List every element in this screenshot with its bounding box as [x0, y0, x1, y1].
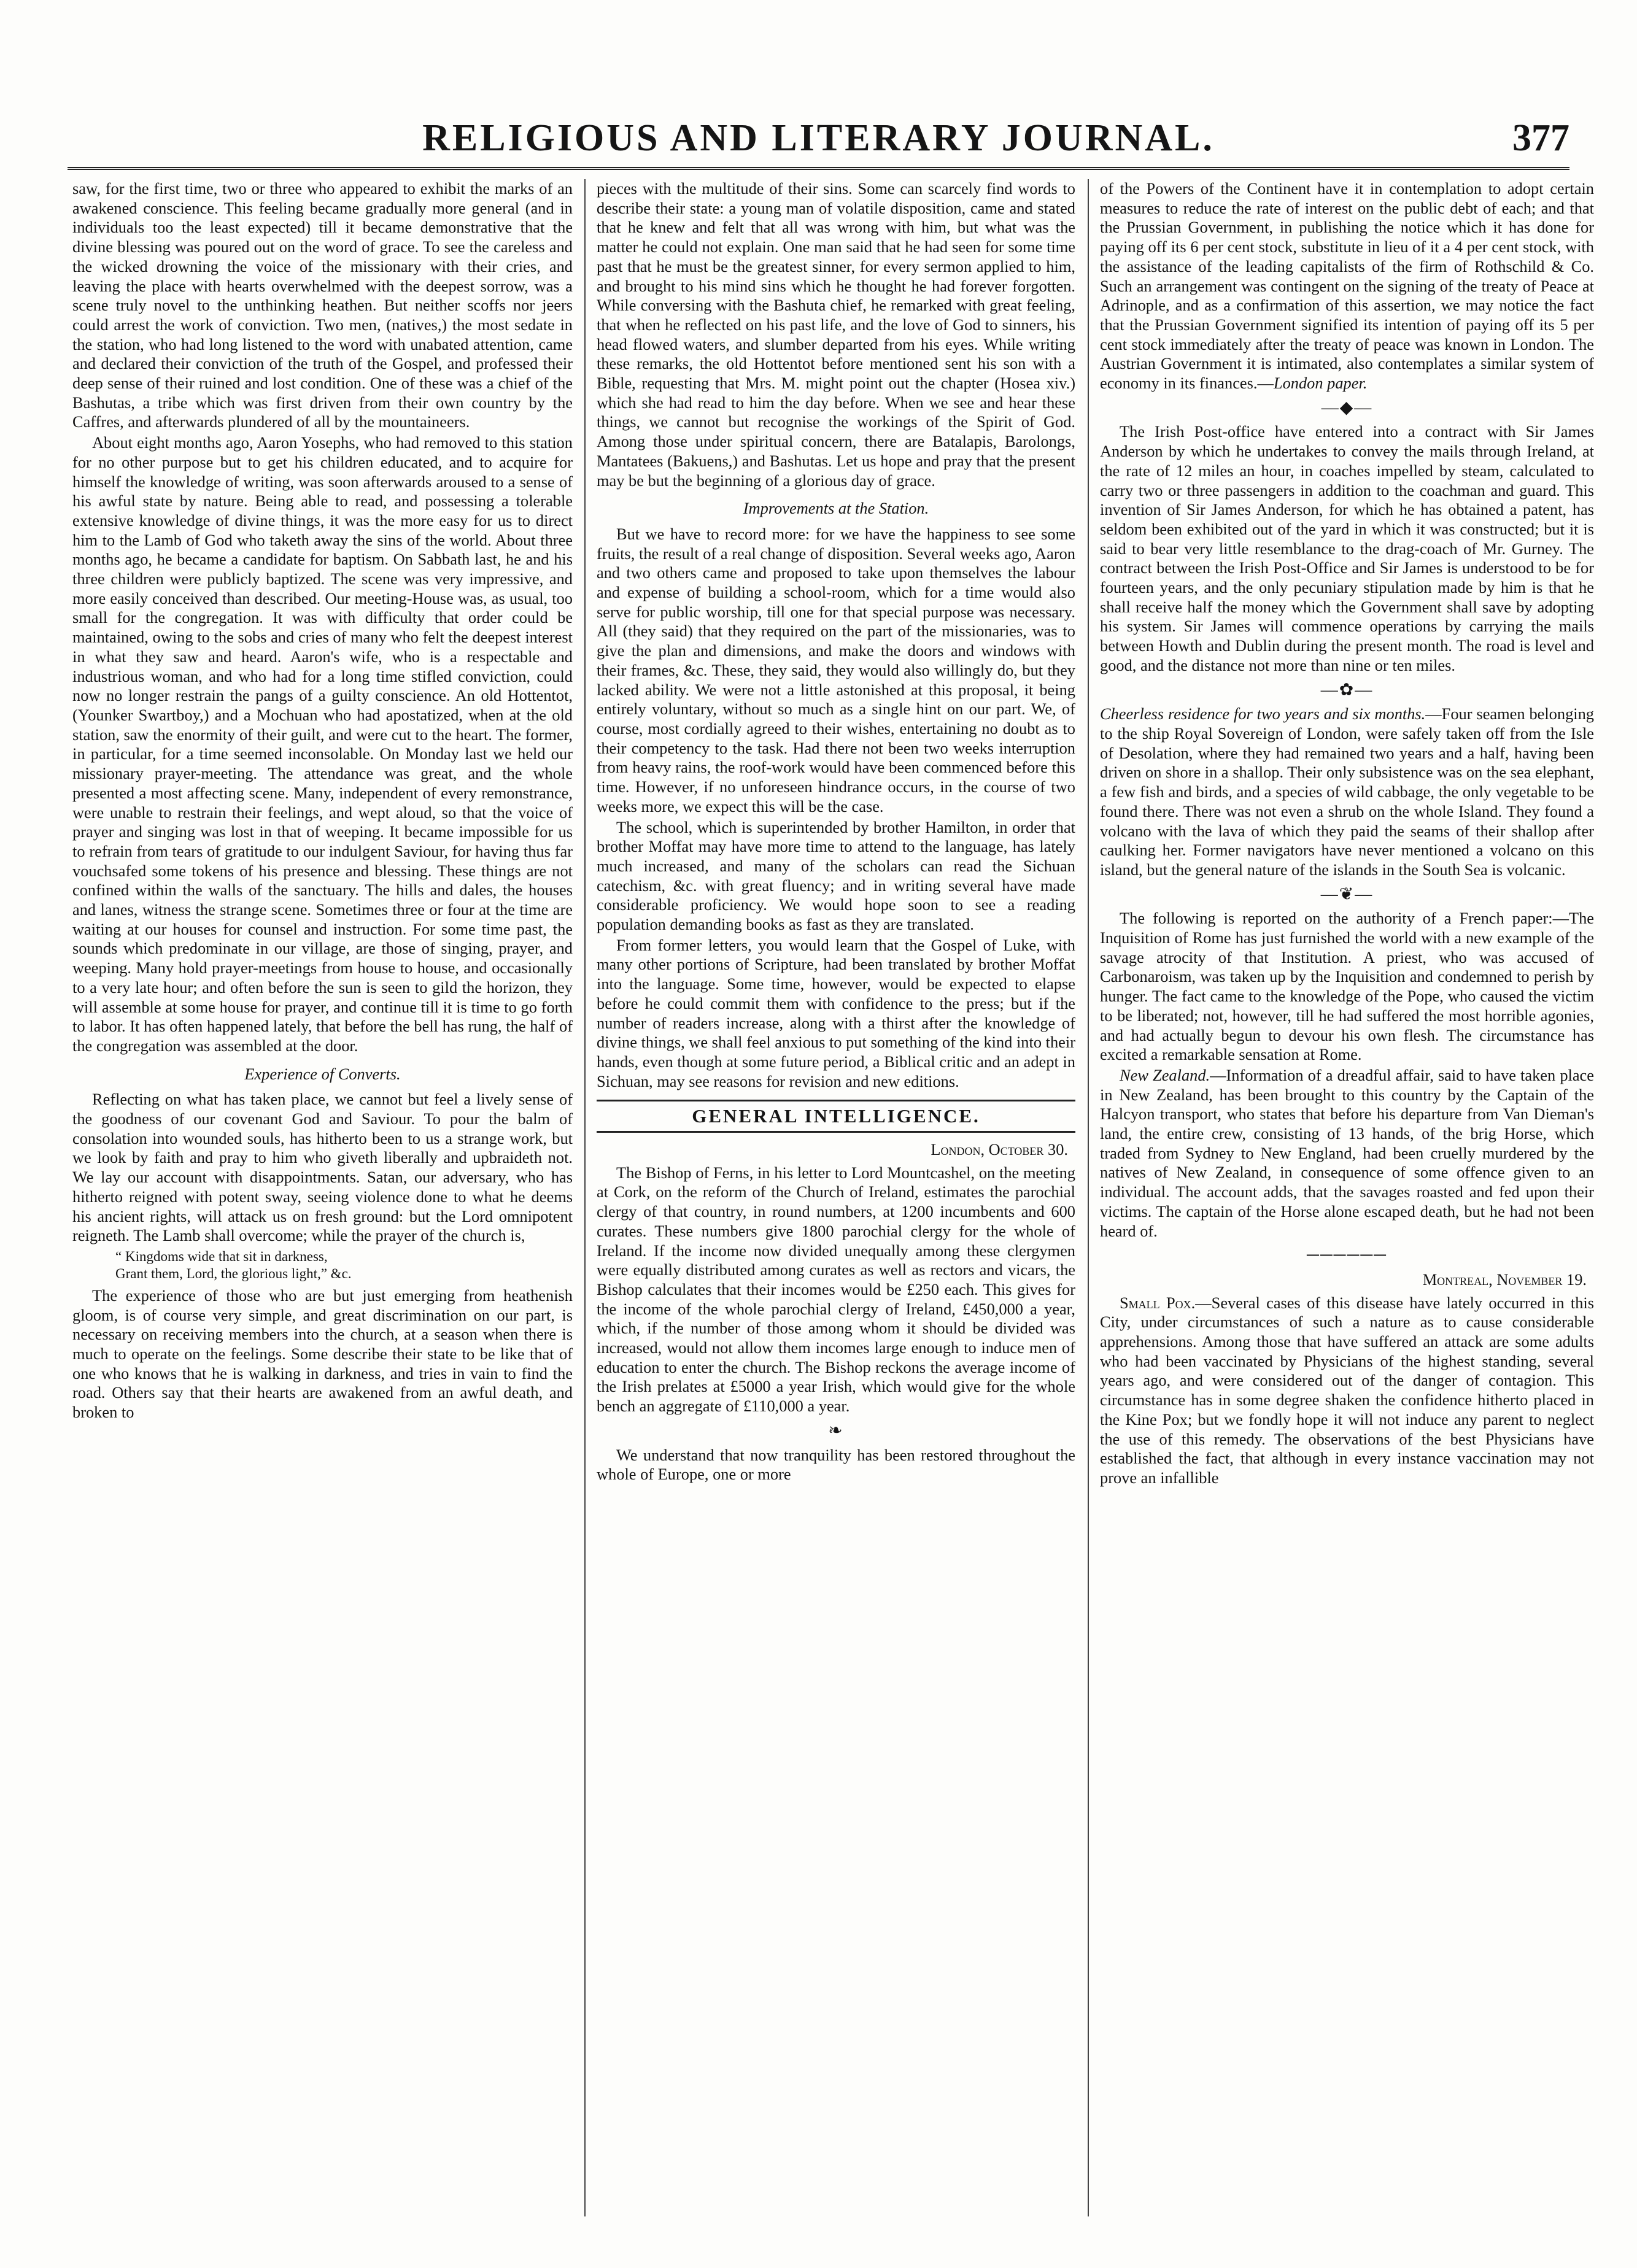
subheading: Improvements at the Station.	[743, 499, 929, 518]
paragraph: The experience of those who are but just emerging from heathenish gloom, is of course very simple, and great discrimination on our part, is necessary on receiving members into the church, at a season when there is much to operate on the feelings. Some describe their state to be like that of one who knows that he is walking in darkness, and tries in vain to find the road. Others say that their hearts are awakened from an awful death, and broken to	[72, 1286, 573, 1422]
section-heading: GENERAL INTELLIGENCE.	[597, 1100, 1075, 1133]
paragraph-text: of the Powers of the Continent have it in contemplation to adopt certain measures to reduce the rate of interest on the public debt of each; and that the Prussian Government, in publishing the notice which it has done for paying off its 6 per cent stock, substitute in lieu of it a 4 per cent stock, with the assistance of the leading capitalists of the firm of Rothschild & Co. Such an arrangement was contingent on the signing of the treaty of Peace at Adrinople, and as a confirmation of this assertion, we may notice the fact that the Prussian Government signified its intention of paying off its 5 per cent stock immediately after the treaty of peace was known in London. The Austrian Government it is intimated, also contemplates a similar system of economy in its finances.	[1100, 179, 1594, 393]
column-right	[1100, 179, 1594, 2216]
ornament-divider: —❦—	[1320, 884, 1374, 904]
ornament-divider: ──────	[1306, 1246, 1388, 1265]
paragraph: The following is reported on the authority of a French paper:—The Inquisition of Rome has just furnished the world with a new example of the savage atrocity of that Institution. A priest, who was accused of Carbonaroism, was taken up by the Inquisition and condemned to perish by hunger. The fact came to the knowledge of the Pope, who caused the victim to be liberated; not, however, till he had suffered the most horrible agonies, and had actually begun to devour his own flesh. The circumstance has excited a remarkable sensation at Rome.	[1100, 909, 1594, 1064]
paragraph: pieces with the multitude of their sins. Some can scarcely find words to describe their state: a young man of volatile disposition, came and stated that he knew and felt that all was wrong with him, but what was the matter he could not explain. One man said that he had seen for some time past that he must be the greatest sinner, for every sermon applied to him, and brought to his mind sins which he thought he had forever forgotten. While conversing with the Bashuta chief, he remarked with great feeling, that when he reflected on his past life, and the love of God to sinners, his head flowed waters, and slumber departed from his eyes. While writing these remarks, the old Hottentot before mentioned sent his son with a Bible, requesting that Mrs. M. might point out the chapter (Hosea xiv.) which she had read to him the day before. When we see and hear these things, we cannot but recognise the workings of the Spirit of God. Among those under spiritual concern, there are Batalapis, Barolongs, Mantatees (Bakuens,) and Bashutas. Let us hope and pray that the present may be but the beginning of a glorious day of grace.	[597, 179, 1075, 490]
ornament-divider: —✿—	[1320, 680, 1374, 700]
dateline: Montreal, November 19.	[1422, 1270, 1587, 1289]
ornament-divider: ❧	[828, 1421, 844, 1440]
running-head	[68, 117, 1569, 166]
article-lead: New Zealand.	[1120, 1065, 1210, 1084]
article-lead: Cheerless residence for two years and six months.	[1100, 704, 1426, 723]
verse-line: Grant them, Lord, the glorious light,” &c.	[115, 1265, 352, 1281]
header-rule	[68, 167, 1569, 174]
paragraph: From former letters, you would learn that the Gospel of Luke, with many other portions of Scripture, had been translated by brother Moffat into the language. Some time, however, would be expected to elapse before he could commit them with confidence to the press; but if the number of readers increase, along with a thirst after the knowledge of divine things, we shall feel anxious to put something of the kind into their hands, even though at some future period, a Biblical critic and an adept in Sichuan, may see reasons for revision and new editions.	[597, 935, 1075, 1090]
source-credit: London paper.	[1273, 374, 1368, 393]
subheading: Experience of Converts.	[244, 1064, 401, 1083]
paragraph: The school, which is superintended by brother Hamilton, in order that brother Moffat may have more time to attend to the language, has lately much increased, and many of the scholars can read the Sichuan catechism, &c. with great fluency; and in writing several have made considerable proficiency. We would hope soon to see a reading population demanding books as fast as they are translated.	[597, 817, 1075, 934]
paragraph: Small Pox.—Several cases of this disease have lately occurred in this City, under circumstances of such a nature as to cause considerable apprehensions. Among those that have suffered an attack are some adults who had been vaccinated by Physicians of the highest standing, several years ago, and were considered out of the danger of contagion. This circumstance has in some degree shaken the confidence hitherto placed in the Kine Pox; but we fondly hope it will not induce any parent to neglect the use of this remedy. The observations of the best Physicians have established the fact, that although in every instance vaccination may not prove an infallible	[1100, 1293, 1594, 1487]
paragraph: The Irish Post-office have entered into a contract with Sir James Anderson by which he undertakes to convey the mails through Ireland, at the rate of 12 miles an hour, in coaches impelled by steam, calculated to carry two or three passengers in addition to the coachman and guard. This invention of Sir James Anderson, for which he has obtained a patent, has seldom been exhibited out of the yard in which it was constructed; but it is said to bear very little resemblance to the drag-coach of Mr. Gurney. The contract between the Irish Post-Office and Sir James is understood to be for fourteen years, and the only pecuniary stipulation made by him is that he shall receive half the money which the Government shall save by adopting his system. Sir James will commence operations by carrying the mails between Howth and Dublin during the present month. The road is level and good, and the distance not more than nine or ten miles.	[1100, 422, 1594, 674]
paragraph: of the Powers of the Continent have it in contemplation to adopt certain measures to reduce the rate of interest on the public debt of each; and that the Prussian Government, in publishing the notice which it has done for paying off its 6 per cent stock, substitute in lieu of it a 4 per cent stock, with the assistance of the leading capitalists of the firm of Rothschild & Co. Such an arrangement was contingent on the signing of the treaty of Peace at Adrinople, and as a confirmation of this assertion, we may notice the fact that the Prussian Government signified its intention of paying off its 5 per cent stock immediately after the treaty of peace was known in London. The Austrian Government it is intimated, also contemplates a similar system of economy in its finances.—London paper.	[1100, 179, 1594, 393]
dateline: London, October 30.	[931, 1140, 1068, 1159]
article-lead: Small Pox.	[1120, 1293, 1196, 1312]
journal-title: RELIGIOUS AND LITERARY JOURNAL.	[422, 117, 1215, 159]
paragraph: The Bishop of Ferns, in his letter to Lord Mountcashel, on the meeting at Cork, on the reform of the Church of Ireland, estimates the parochial clergy of that country, in round numbers, at 1200 incumbents and 600 curates. These numbers give 1800 parochial clergy for the whole of Ireland. If the income now divided unequally among these clergymen were equally distributed among curates as well as rectors and vicars, the Bishop calculates that their incomes would be £250 each. This gives for the income of the whole parochial clergy of Ireland, £450,000 a year, which, if the number of those among whom it should be divided was increased, would not allow them incomes large enough to induce men of education to enter the church. The Bishop reckons the average income of the Irish prelates at £5000 a year Irish, which would give for the whole bench an aggregate of £110,000 a year.	[597, 1163, 1075, 1416]
page-number: 377	[1512, 117, 1569, 159]
column-divider	[584, 179, 586, 2216]
paragraph: saw, for the first time, two or three who appeared to exhibit the marks of an awakened conscience. This feeling became gradually more general (and in individuals too the least expected) till it became demonstrative that the divine blessing was poured out on the word of grace. To see the careless and the wicked drowning the voice of the missionary with their cries, and leaving the place with hearts overwhelmed with the deepest sorrow, was a scene truly novel to the unthinking heathen. But neither scoffs nor jeers could arrest the work of conviction. Two men, (natives,) the most sedate in the station, who had long listened to the word with unabated attention, came and declared their conviction of the truth of the Gospel, and professed their deep sense of their ruined and lost condition. One of these was a chief of the Bashutas, a tribe which was first driven from their own country by the Caffres, and afterwards plundered of all by the mountaineers.	[72, 179, 573, 431]
paragraph: About eight months ago, Aaron Yosephs, who had removed to this station for no other purpose but to get his children educated, and to acquire for himself the knowledge of writing, was soon afterwards aroused to a sense of his awful state by nature. Being able to read, and possessing a tolerable extensive knowledge of divine things, it was the more easy for us to direct him to the Lamb of God who taketh away the sins of the world. About three months ago, he became a candidate for baptism. On Sabbath last, he and his three children were publicly baptized. The scene was very impressive, and more easily conceived than described. Our meeting-House was, as usual, too small for the congregation. It was with difficulty that order could be maintained, owing to the sobs and cries of many who felt the deepest interest in what they saw and heard. Aaron's wife, who is a respectable and industrious woman, and who had for a long time stifled conviction, could now no longer restrain the pangs of a guilty conscience. An old Hottentot, (Younker Swartboy,) and a Mochuan who had apostatized, when at the old station, saw the enormity of their guilt, and were cut to the heart. The former, in particular, for a time seemed inconsolable. On Monday last we held our missionary prayer-meeting. The attendance was great, and the whole presented a most affecting scene. Many, independent of every remonstrance, were unable to restrain their feelings, and wept aloud, so that the voice of prayer and singing was lost in that of weeping. It became impossible for us to refrain from tears of gratitude to our indulgent Saviour, for having thus far vouchsafed some tokens of his presence and blessing. These things are not confined within the walls of the sanctuary. The hills and dales, the houses and lanes, witness the strange scene. Sometimes three or four at the time are waiting at our houses for counsel and instruction. For some time past, the sounds which predominate in our village, are those of singing, prayer, and weeping. Many hold prayer-meetings from house to house, and occasionally to a very late hour; and often before the sun is seen to gild the horizon, they will assemble at some house for prayer, and continue till it is time to go forth to labor. It has often happened lately, that before the bell has rung, the half of the congregation was assembled at the door.	[72, 433, 573, 1055]
verse-quote	[115, 1248, 573, 1282]
column-middle	[597, 179, 1075, 2216]
column-left	[72, 179, 573, 2216]
column-divider	[1088, 179, 1089, 2216]
paragraph: Reflecting on what has taken place, we cannot but feel a lively sense of the goodness of our covenant God and Saviour. To pour the balm of consolation into wounded souls, has hitherto been to us a strange work, but we look by faith and pray to him who giveth liberally and upbraideth not. We lay our account with disappointments. Satan, our adversary, who has hitherto reigned with potent sway, seeing violence done to what he deems his ancient rights, will attack us on fresh ground: but the Lord omnipotent reigneth. The Lamb shall overcome; while the prayer of the church is,	[72, 1090, 573, 1245]
paragraph: New Zealand.—Information of a dreadful affair, said to have taken place in New Zealand, has been brought to this country by the Captain of the Halcyon transport, who states that before his departure from Van Dieman's land, the entire crew, consisting of 13 hands, of the brig Horse, which traded from Sydney to New England, had been cruelly murdered by the natives of New Zealand, in consequence of some offence given to an individual. The account adds, that the savages roasted and fed upon their victims. The captain of the Horse alone escaped death, but he had not been heard of.	[1100, 1065, 1594, 1240]
paragraph-text: Information of a dreadful affair, said to have taken place in New Zealand, has been brought to this country by the Captain of the Halcyon transport, who states that before his departure from Van Dieman's land, the entire crew, consisting of 13 hands, of the brig Horse, which traded from Sydney to New England, had been cruelly murdered by the natives of New Zealand, in consequence of some offence given to an individual. The account adds, that the savages roasted and fed upon their victims. The captain of the Horse alone escaped death, but he had not been heard of.	[1100, 1065, 1594, 1240]
paragraph-text: Several cases of this disease have lately occurred in this City, under circumstances of such a nature as to cause considerable apprehensions. Among those that have suffered an attack are some adults who had been vaccinated by Physicians of the highest standing, several years ago, and were considered out of the danger of contagion. This circumstance has in some degree shaken the confidence hitherto placed in the Kine Pox; but we fondly hope it will not induce any parent to neglect the use of this remedy. The observations of the best Physicians have established the fact, that although in every instance vaccination may not prove an infallible	[1100, 1293, 1594, 1487]
ornament-divider: —◆—	[1321, 398, 1373, 417]
paragraph-text: Four seamen belonging to the ship Royal Sovereign of London, were safely taken off from the Isle of Desolation, where they had remained two years and a half, having been driven on shore in a shallop. Their only subsistence was on the sea elephant, a few fish and birds, and a species of wild cabbage, the only vegetable to be found there. There was not even a shrub on the whole Island. They found a volcano with the lava of which they paid the seams of their shallop after caulking her. Former navigators have never mentioned a volcano on this island, but the general nature of the islands in the South Sea is volcanic.	[1100, 704, 1594, 879]
paragraph: Cheerless residence for two years and six months.—Four seamen belonging to the ship Royal Sovereign of London, were safely taken off from the Isle of Desolation, where they had remained two years and a half, having been driven on shore in a shallop. Their only subsistence was on the sea elephant, a few fish and birds, and a species of wild cabbage, the only vegetable to be found there. There was not even a shrub on the whole Island. They found a volcano with the lava of which they paid the seams of their shallop after caulking her. Former navigators have never mentioned a volcano on this island, but the general nature of the islands in the South Sea is volcanic.	[1100, 704, 1594, 879]
paragraph: We understand that now tranquility has been restored throughout the whole of Europe, one or more	[597, 1445, 1075, 1484]
paragraph: But we have to record more: for we have the happiness to see some fruits, the result of a real change of disposition. Several weeks ago, Aaron and two others came and proposed to take upon themselves the labour and expense of building a school-room, which for a time would also serve for public worship, till one for that special purpose was necessary. All (they said) that they required on the part of the missionaries, was to give the plan and dimensions, and make the doors and windows with their frames, &c. These, they said, they would also willingly do, but they lacked ability. We were not a little astonished at this proposal, it being entirely voluntary, without so much as a single hint on our part. We, of course, most cordially agreed to their wishes, entertaining no doubt as to their competency to the task. Had there not been two weeks interruption from heavy rains, the roof-work would have been commenced before this time. However, if no unforeseen hindrance occurs, in the course of two weeks more, we expect this will be the case.	[597, 524, 1075, 816]
verse-line: “ Kingdoms wide that sit in darkness,	[115, 1248, 328, 1264]
